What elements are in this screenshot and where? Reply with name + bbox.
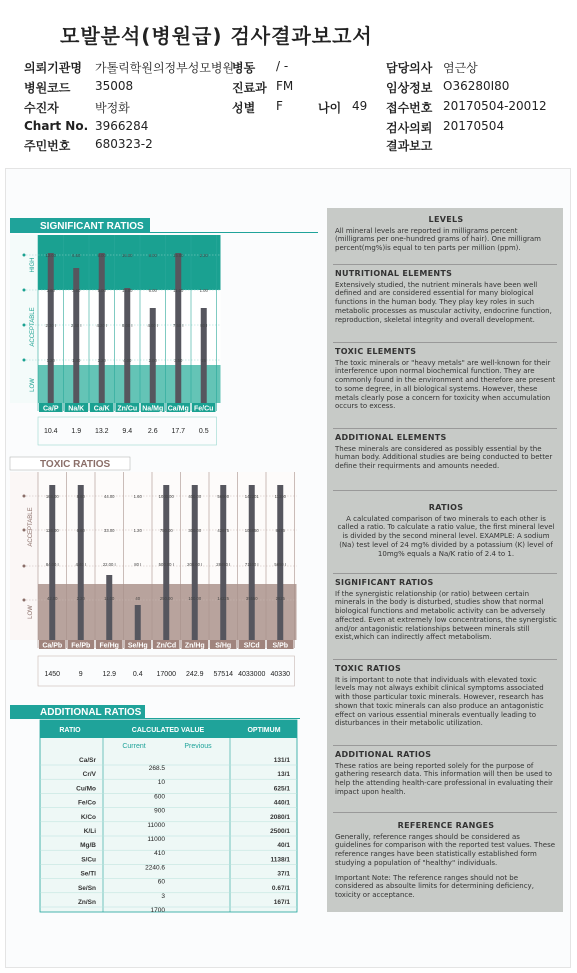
row-ratio: Cu/Mo xyxy=(76,785,96,793)
tick-dot xyxy=(23,599,26,602)
tick-label: 400.00 xyxy=(188,494,202,499)
tick-label: 15.00 xyxy=(173,253,184,258)
ratio-value: 242.9 xyxy=(185,671,204,678)
receipt-number-label: 접수번호 xyxy=(386,101,433,115)
explanation-panel xyxy=(327,208,563,912)
tick-label: 1.60 xyxy=(133,494,142,499)
ratio-value: 40330 xyxy=(270,671,290,678)
tick-label: 3.60 xyxy=(46,288,55,293)
row-ratio: Ca/Sr xyxy=(79,757,96,764)
ratio-value: 0.4 xyxy=(132,671,143,678)
tick-label: 56900 xyxy=(217,494,230,499)
ratio-bar-zn-cu xyxy=(122,288,133,403)
resident-number-value: 680323-2 xyxy=(95,137,153,151)
col-calculated-header: CALCULATED VALUE xyxy=(131,727,205,734)
additional-ratios-heading: ADDITIONAL RATIOS xyxy=(335,750,432,759)
sub-previous: Previous xyxy=(184,743,212,750)
row-current: 60 xyxy=(157,878,165,886)
ratio-value: 4033000 xyxy=(238,671,266,678)
ratio-bar-ca-mg xyxy=(173,253,184,403)
tick-label: 12.00 xyxy=(122,288,133,293)
additional-elements-heading: ADDITIONAL ELEMENTS xyxy=(335,433,447,442)
ratio-value: 9 xyxy=(78,671,83,678)
significant-title: SIGNIFICANT RATIOS xyxy=(40,221,144,232)
row-optimum: 2500/1 xyxy=(270,828,290,835)
row-optimum: 2080/1 xyxy=(270,813,290,821)
ratio-value: 1450 xyxy=(44,671,61,678)
tick-label: 142201 xyxy=(244,494,259,499)
ratio-label: Fe/Cu xyxy=(194,405,214,413)
ratio-label: Na/K xyxy=(68,405,85,413)
ratio-label: S/Pb xyxy=(272,642,289,650)
row-optimum: 1138/1 xyxy=(270,856,290,864)
ward-value: / - xyxy=(276,59,289,73)
ratio-value: 2.6 xyxy=(147,428,158,435)
tick-label: 2.00 xyxy=(148,358,157,363)
tick-label: 4.20 I xyxy=(96,323,107,328)
ratio-label: Zn/Cu xyxy=(117,405,138,413)
sex-label: 성별 xyxy=(232,101,256,115)
row-optimum: 167/1 xyxy=(273,899,290,906)
toxic-elements-heading: TOXIC ELEMENTS xyxy=(335,347,417,356)
ratio-value: 57514 xyxy=(213,671,233,678)
clinical-info-value: O36280I80 xyxy=(443,79,510,93)
age-value: 49 xyxy=(352,99,368,113)
nutritional-heading: NUTRITIONAL ELEMENTS xyxy=(335,269,453,278)
hospital-code-value: 35008 xyxy=(95,79,134,93)
tick-label: 42675 xyxy=(217,528,230,533)
ratio-label: Zn/Cd xyxy=(156,642,177,650)
ratio-label: Fe/Pb xyxy=(71,642,91,650)
tick-label: 40 xyxy=(135,596,141,601)
tick-label: 126.00 xyxy=(45,528,59,533)
tick-label: 4.40 I xyxy=(75,562,86,567)
ratio-value: 10.4 xyxy=(43,428,58,435)
row-current: 600 xyxy=(154,793,165,801)
row-current: 11000 xyxy=(147,836,165,843)
receipt-number-value: 20170504-20012 xyxy=(443,99,547,113)
row-optimum: 131/1 xyxy=(273,757,290,764)
ratio-label: S/Hg xyxy=(215,642,232,650)
col-ratio-header: RATIO xyxy=(59,727,81,734)
tick-label: 2.20 xyxy=(97,358,106,363)
tick-label: 1.00 xyxy=(199,288,208,293)
row-ratio: Fe/Co xyxy=(77,799,96,807)
row-ratio: K/Co xyxy=(80,813,96,821)
tick-label: 35550 xyxy=(245,596,258,601)
tick-label: 750.00 xyxy=(159,528,173,533)
resident-number-label: 주민번호 xyxy=(24,139,71,153)
department-label: 진료과 xyxy=(232,81,267,95)
tick-label: 8475 xyxy=(275,528,285,533)
tick-label: 2.30 I xyxy=(45,323,56,328)
row-current: 11000 xyxy=(147,821,165,829)
row-ratio: Se/Tl xyxy=(80,870,96,878)
tick-label: 80 I xyxy=(200,323,208,328)
ratio-value: 12.9 xyxy=(102,671,117,678)
level-acceptable: ACCEPTABLE xyxy=(30,307,36,347)
toxic-elements-text: The toxic minerals or "heavy metals" are well-known for their interference upon normal biochemical function. They are commonly found in the environment and therefore are present to some degree, in all biological systems. However, these metals clearly pose a concern for toxicity when accumulation occurs to excess. xyxy=(335,358,556,411)
ratio-label: Na/Mg xyxy=(142,405,164,413)
tick-label: 2.40 I xyxy=(71,323,82,328)
tick-label: 25 xyxy=(201,358,207,363)
tick-dot xyxy=(23,529,26,532)
tick-label: 7.50 I xyxy=(173,323,184,328)
ward-label: 병동 xyxy=(232,61,256,75)
ratio-value: 9.4 xyxy=(122,428,133,435)
row-optimum: 40/1 xyxy=(277,842,290,850)
tick-label: 8.00 xyxy=(97,253,106,258)
ratio-value: 0.5 xyxy=(198,428,209,435)
ratio-label: Ca/Mg xyxy=(167,405,189,413)
request-date-value: 20170504 xyxy=(443,119,505,133)
ratio-label: Se/Hg xyxy=(127,642,148,650)
tick-dot xyxy=(23,359,26,362)
level-low: LOW xyxy=(30,378,36,392)
row-current: 10 xyxy=(157,779,165,787)
additional-title: ADDITIONAL RATIOS xyxy=(40,707,142,718)
tick-label: 8.80 xyxy=(76,494,85,499)
reference-ranges-text: Generally, reference ranges should be considered as guidelines for comparison with the reported test values. These reference ranges have been statistically established form studying a population of "healthy" individuals. xyxy=(335,832,556,867)
tick-label: 5.00 xyxy=(97,288,106,293)
tick-label: 84.00 I xyxy=(45,562,59,567)
ratio-bar-fe-hg xyxy=(106,575,112,640)
significant-ratios-text: If the synergistic relationship (or ratio) between certain minerals in the body is disturbed, studies show that normal biological functions and metabolic activity can be adversely affected. Even at extremely low concentrations, the synergistic and/or antagonistic relationships between minerals still exist,which can indirectly affect metabolism. xyxy=(335,589,557,642)
ratios-text: A calculated comparison of two minerals to each other is called a ratio. To calculate a ratio value, the first mineral level is divided by the second mineral level. EXAMPLE: A sodium (Na) test level of 24 mg% divided by a potassium (K) level of 10mg% equals a Na/K ratio of 2.4 to 1. xyxy=(337,514,555,558)
sub-current: Current xyxy=(122,743,146,750)
doctor-value: 염근상 xyxy=(443,61,478,75)
tick-label: 11300 xyxy=(274,494,286,499)
tick-label: 5650 I xyxy=(274,562,287,567)
tick-dot xyxy=(23,565,26,568)
toxic-ratios-heading: TOXIC RATIOS xyxy=(335,664,402,673)
tick-label: 2.20 xyxy=(76,596,85,601)
doctor-label: 담당의사 xyxy=(386,61,433,75)
tick-label: 300.00 xyxy=(188,528,202,533)
row-ratio: S/Cu xyxy=(81,856,96,864)
tick-label: 168.00 xyxy=(45,494,59,499)
tick-label: 4.00 I xyxy=(147,323,158,328)
level-low: LOW xyxy=(28,605,34,619)
row-ratio: Cr/V xyxy=(82,771,96,779)
row-current: 268.5 xyxy=(148,765,165,772)
patient-label: 수진자 xyxy=(24,101,59,115)
important-note-text: Important Note: The reference ranges should not be considered as absoulte limits for determining deficiency, toxicity or acceptance. xyxy=(335,873,534,899)
tick-label: 12.00 xyxy=(45,253,56,258)
tick-dot xyxy=(23,289,26,292)
tick-label: 1000.00 xyxy=(158,494,174,499)
toxic-ratios-text: It is important to note that individuals with elevated toxic levels may not always exhibit clinical symptoms associated with those particular toxic minerals. However, research has shown that toxic minerals can also produce an antagonistic effect on various essential minerals eventually leading to disturbances in their metabolic utilization. xyxy=(335,675,544,728)
tick-label: 71100 I xyxy=(244,562,259,567)
institution-label: 의뢰기관명 xyxy=(24,61,82,75)
tick-label: 11.00 xyxy=(104,596,115,601)
result-report-label: 결과보고 xyxy=(386,139,433,153)
tick-label: 22.00 I xyxy=(102,562,116,567)
tick-label: 6.00 xyxy=(148,288,157,293)
row-current: 2240.6 xyxy=(145,864,165,872)
tick-label: 2.30 xyxy=(199,253,208,258)
row-ratio: Zn/Sn xyxy=(77,899,96,906)
tick-dot xyxy=(23,254,26,257)
additional-table xyxy=(40,720,297,912)
row-current: 3 xyxy=(161,892,165,900)
row-optimum: 625/1 xyxy=(273,785,290,793)
page-title: 모발분석(병원급) 검사결과보고서 xyxy=(60,24,373,48)
ratio-value: 1.9 xyxy=(71,428,82,435)
toxic-title: TOXIC RATIOS xyxy=(40,459,111,470)
row-optimum: 440/1 xyxy=(273,799,290,807)
tick-label: 33.00 xyxy=(104,528,115,533)
patient-value: 박정화 xyxy=(95,101,130,115)
tick-label: 100.00 xyxy=(188,596,202,601)
ratio-label: Zn/Hg xyxy=(184,642,205,650)
ratio-label: Ca/K xyxy=(93,405,110,413)
level-high: HIGH xyxy=(30,257,36,273)
tick-label: 6.60 xyxy=(76,528,85,533)
ratio-value: 17.7 xyxy=(171,428,186,435)
nutritional-text: Extensively studied, the nutrient minerals have been well defined and are considered essential for many biological functions in the human body. They play key roles in such metabolic processes as muscular activity, endocrine function, reproduction, skeletal integrity and overall development. xyxy=(335,280,552,324)
tick-label: 3.50 xyxy=(174,358,183,363)
tick-label: 8.00 I xyxy=(122,323,133,328)
ratios-heading: RATIOS xyxy=(428,503,464,512)
tick-label: 1.20 xyxy=(46,358,55,363)
ratio-value: 13.2 xyxy=(94,428,109,435)
tick-label: 1.20 xyxy=(133,528,142,533)
tick-label: 42.00 xyxy=(47,596,58,601)
tick-label: 11.00 xyxy=(173,288,184,293)
tick-label: 3.60 xyxy=(72,288,81,293)
ratio-label: Fe/Hg xyxy=(99,642,119,650)
row-current: 410 xyxy=(154,850,165,858)
request-date-label: 검사의뢰 xyxy=(386,121,433,135)
tick-dot xyxy=(23,495,26,498)
hospital-code-label: 병원코드 xyxy=(24,81,71,95)
tick-label: 200.00 I xyxy=(187,562,203,567)
levels-heading: LEVELS xyxy=(428,215,464,224)
high-zone xyxy=(38,235,221,290)
tick-label: 250.00 xyxy=(159,596,173,601)
additional-elements-text: These minerals are considered as possibly essential by the human body. Additional studies are being conducted to better define their requirments and amounts needed. xyxy=(335,444,553,471)
row-current: 900 xyxy=(154,807,165,815)
additional-ratios-text: These ratios are being reported solely for the purpose of gathering research data. This information will then be used to help the attending health-care professional in evaluating their impact upon health. xyxy=(335,761,553,796)
col-optimum-header: OPTIMUM xyxy=(247,727,281,734)
ratio-label: Ca/Pb xyxy=(42,642,63,650)
tick-label: 16.00 xyxy=(122,253,133,258)
row-optimum: 0.67/1 xyxy=(271,884,290,892)
tick-label: 6.60 xyxy=(72,253,81,258)
tick-label: 2825 xyxy=(275,596,285,601)
tick-label: 28450 I xyxy=(216,562,231,567)
tick-label: 4.00 xyxy=(123,358,132,363)
ratio-label: Ca/P xyxy=(42,405,59,413)
row-optimum: 37/1 xyxy=(277,870,290,878)
ratio-label: S/Cd xyxy=(243,642,260,650)
sex-value: F xyxy=(276,99,283,113)
row-ratio: Se/Sn xyxy=(77,884,96,892)
ratio-value: 17000 xyxy=(156,671,176,678)
row-current: 1700 xyxy=(150,907,165,914)
tick-label: 44.00 xyxy=(104,494,115,499)
ratio-bar-ca-k xyxy=(96,253,107,403)
tick-label: 106650 xyxy=(244,528,259,533)
department-value: FM xyxy=(276,79,294,93)
tick-label: 500.00 I xyxy=(158,562,174,567)
clinical-info-label: 임상정보 xyxy=(386,81,433,95)
tick-label: 14225 xyxy=(217,596,230,601)
row-ratio: K/Li xyxy=(83,828,96,835)
reference-ranges-heading: REFERENCE RANGES xyxy=(397,821,495,830)
tick-label: 8.00 xyxy=(148,253,157,258)
tick-label: 80 I xyxy=(134,562,142,567)
ratio-bar-se-hg xyxy=(135,605,141,640)
row-optimum: 13/1 xyxy=(277,771,290,779)
chart-no-label: Chart No. xyxy=(24,119,89,133)
significant-ratios-heading: SIGNIFICANT RATIOS xyxy=(335,578,434,587)
tick-dot xyxy=(23,324,26,327)
age-label: 나이 xyxy=(318,101,342,115)
institution-value: 가톨릭학원의정부성모병원 xyxy=(95,61,235,75)
levels-text: All mineral levels are reported in milligrams percent (milligrams per one-hundred grams of hair). One milligram percent(mg%)is equal to ten parts per million (ppm). xyxy=(335,226,541,253)
chart-no-value: 3966284 xyxy=(95,119,149,133)
level-acceptable: ACCEPTABLE xyxy=(28,507,34,547)
ratio-bar-ca-p xyxy=(45,253,56,403)
tick-label: 1.40 xyxy=(72,358,81,363)
row-ratio: Mg/B xyxy=(80,842,96,850)
